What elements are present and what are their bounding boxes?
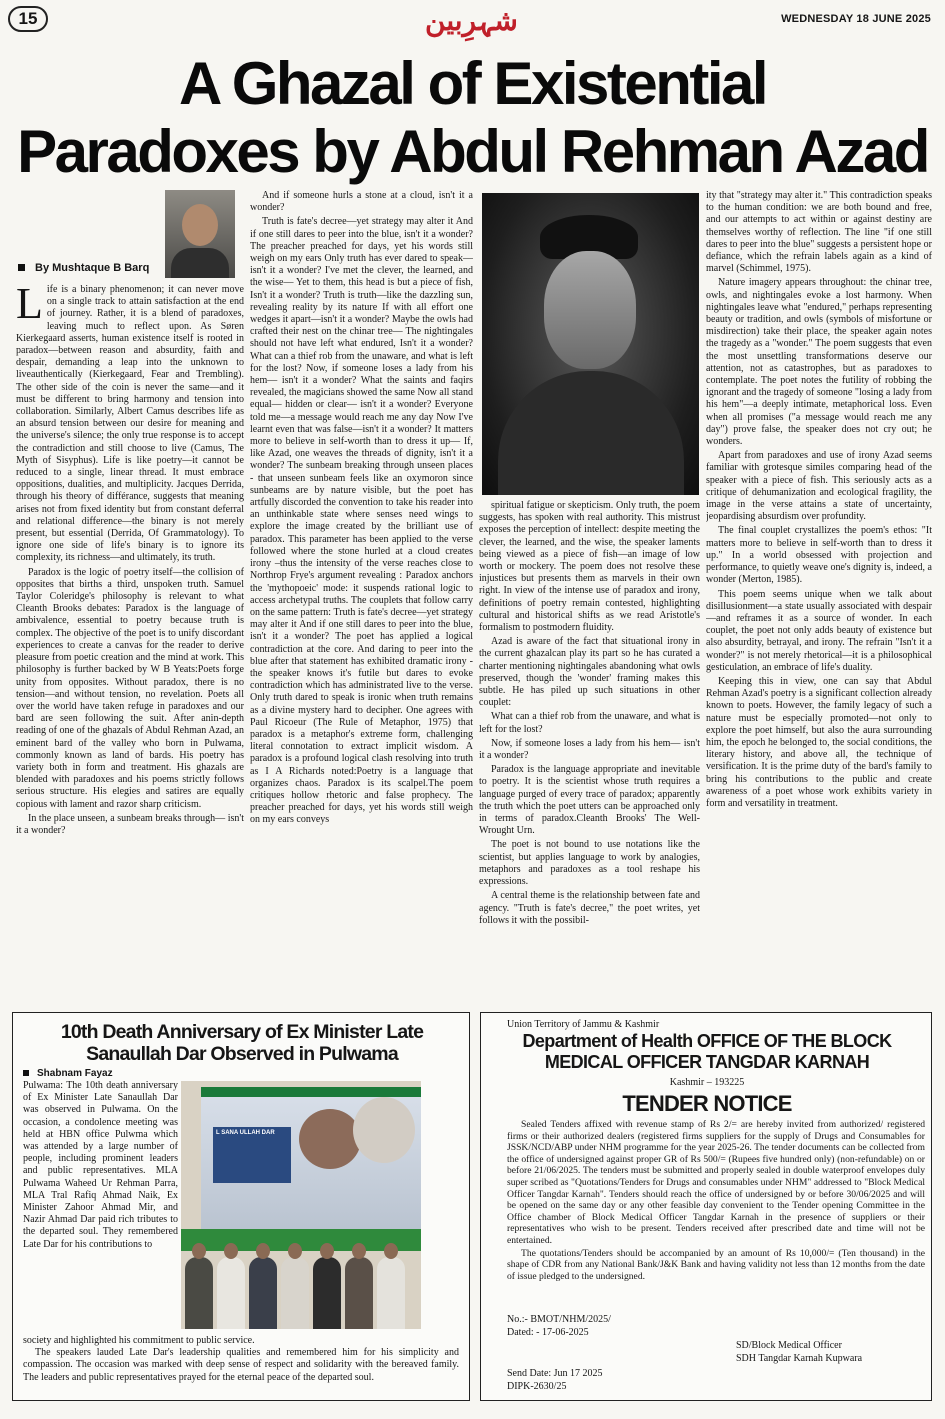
tender-reference [507,1313,611,1339]
news-body-left: Pulwama: The 10th death anniversary of Ex Minister Late Sanaullah Dar was observed in Pulwama. On the occasion, a condolence meeting was held at HBN office Pulwma which was attended by a large number of people, including prominent leaders and public representatives. MLA Pulwama Waheed Ur Rehman Parra, MLA Tral Rafiq Ahmad Naik, Ex Minister Zahoor Ahmad Mir, and Nazir Ahmad Dar paid rich tributes to the departed soul. They remembered Late Dar for his contributions to [23,1080,178,1250]
paragraph: ity that "strategy may alter it." This contradiction speaks to the human condition: we are both bound and free, and our attempts to act within or against destiny are themselves worthy of reflection. The line "if one still dares to peer into the blue" suggests a persistent hope or defiance, which the refrain labels again as a kind of marvel (Schimmel, 1975). [706,190,932,275]
attendee [249,1257,277,1329]
attendee [377,1257,405,1329]
tender-signature [736,1339,862,1365]
paragraph: Paradox is the logic of poetry itself—the collision of opposites that births a third, unspoken truth. Samuel Taylor Coleridge's philosophy is relevant to what Cleanth Brooks debates: Paradox is the language of ambivalence, essential to poetry because truth is complex. The objective of the poet is to unify discordant experiences to create a canvas for the reader to derive pleasure from poetic creation and the mind at work. This philosophy is further backed by W B Yeats:Poets forge unity from opposites. Without paradox, there is no tension—and without tension, no revelation. Poets all over the world have taken refuge in paradoxes and our bard are seen following the suit. After anin-depth reading of one of the ghazals of Abdul Rehman Azad, an eminent bard of the valley who born in Pulwama, commonly known as land of bards. His poetry has variety both in form and treatment. His ghazals are blended with paradoxes and his poems strictly follows serious structure. His elegies and satires are equally copious with lament and razor sharp criticism. [16,566,244,810]
news-byline: Shabnam Fayaz [23,1068,113,1079]
paragraph: Now, if someone loses a lady from his hem— isn't it a wonder? [479,737,700,762]
paragraph: Life is a binary phenomenon; it can never move on a single track to attain satisfaction at the end of journey. Rather, it is a blend of paradoxes, leaving much to reflect upon. As Søren Kierkegaard asserts, human existence itself is rooted in paradox—between reason and absurdity, faith and despair, demanding a leap into the unknown to liveauthentically (Kierkegaard, Fear and Trembling). The other side of the coin is never the same—and it must be different to bring harmony and tension into collaboration. Similarly, Albert Camus describes life as an absurd tension between our desire for meaning and the universe's silence; the only true response is to accept the contradiction and still choose to live (Camus, The Myth of Sisyphus). Life is like poetry—it cannot be reduced to a single, linear thread. It must embrace oppositions, dualities, and multiplicity. Jacques Derrida, through his theory of différance, suggests that meaning arises not from fixed identity but from constant deferral and relational difference—the binary is not merely present, but essential (Derrida, Of Grammatology). To ignore one side of life's binary is to ignore its complexity, its richness—and ultimately, its truth. [16,284,244,564]
paragraph: The speakers lauded Late Dar's leadership qualities and remembered him for his simplicity and compassion. The occasion was marked with deep sense of respect and solidarity with the bereaved family. The leaders and public representatives prayed for the eternal peace of the departed soul. [23,1347,459,1383]
poet-portrait [482,193,699,495]
headline-line-2: Paradoxes by Abdul Rehman Azad [17,118,928,185]
paragraph: Sealed Tenders affixed with revenue stamp of Rs 2/= are hereby invited from authorized/ registered firms or their authorized dealers (registered firms suppliers for the supply of Drugs and Consumables for JSSK/NCD/ABP under NHM programme for the year 2025-26. The tender documents can be collected from the office of undersigned against proper GR of Rs 500/= (Rupees five hundred only) (non-refundable) on or before 21/06/2025. The tenders must be submitted and properly sealed in double waterproof envelopes duly super scribed as "Quotations/Tenders for Drugs and consumables under NHM" addressed to "Block Medical Officer Tangdar Karnah". Tenders should reach the office of undersigned by or before 30/06/2025 and will be opened on the same day or any other feasible day convenient to the Tender opening Committee in the Office chamber of Block Medical Officer Tangdar Karnah in the presence of suppliers or their representatives who wish to be present. Tenders received after prescribed date and time will not be entertained. [507,1119,925,1246]
article-column-1 [16,284,244,1012]
paragraph: Truth is fate's decree—yet strategy may alter it And if one still dares to peer into the blue, isn't it a wonder? The preacher preached for days, yet his words still weigh on my ears Only truth has ever dared to speak— isn't it a wonder? I've met the clever, the learned, and the wise— Yet to them, this head is but a piece of fish, Isn't it a wonder? Truth is truth—like the dazzling sun, revealing reality by its nature If with all effort one wedges it apart—isn't it a wonder? Maybe the owls had crafted their nest on the chinar tree— The nightingales should not have left what endured, Isn't it a wonder? What can a thief rob from the unaware, and what is left for the lost? Now, if someone loses a lady from his hem— isn't it a wonder? What the saints and faqirs revealed, the magicians showed the same Now all stand equal— hidden or clear— isn't it a wonder? Everyone told me—a message would reach me any day Now I've learnt even that was false—isn't it a wonder? It matters more to believe in self-worth than to dress it up— If, like Azad, one weaves the threads of dignity, isn't it a wonder? The sunbeam breaking through unseen places - that unseen sunbeam feels like an oxymoron since sunbeams are by nature visible, but the poet has artfully discorded the convention to take his reader into an unthinkable state where senses need wings to explore the image created by the brilliant use of paradox. This parameter has been applied to the verse followed where the stone hurled at a cloud creates irony –thus the intensity of the verse reaches close to Northrop Frye's argument revealing : Paradox anchors the 'mythopoeic' mode: it suspends rational logic to access archetypal truths. The couplets that follow carry on the same pattern: Truth is fate's decree—yet strategy may alter it And if one still dares to peer into the blue, isn't it a wonder? The poet has applied a logical contradiction at the core. And daring to peer into the blue after that statement has exhibited dramatic irony - the speaker knows it's futile but dares to evoke contradiction which has administrated live to the verse. Only truth dared to speak is ironic when truth remains as a divine mystery hard to decipher. One agrees with Paul Ricoeur (The Rule of Metaphor, 1975) that paradox is a metaphor's extreme form, challenging literal connotation to extract implicit wisdom. A paradox is a profound logical clash resolving into truth as I A Richards noted:Poetry is a language that organizes chaos. Paradox is its scalpel.The poem critiques hollow rhetoric and false prophecy. The preacher preached for days, yet his words still weigh on my ears conveys [250,216,473,826]
author-photo [165,190,235,278]
attendee [281,1257,309,1329]
paragraph: Apart from paradoxes and use of irony Azad seems familiar with grotesque similes comparing head of the speaker with a piece of fish. This seriously acts as a critique of dehumanization and ecological fragility, the image in the verse attains a state of uncertainty, jeopardising absurdism over profundity. [706,450,932,523]
drop-cap-l: L [16,284,43,328]
paragraph: What can a thief rob from the unaware, and what is left for the lost? [479,711,700,735]
article-column-3 [479,500,700,1012]
attendee [217,1257,245,1329]
paragraph: The final couplet crystallizes the poem's ethos: "It matters more to believe in self-worth than to dress it up." In a world obsessed with projection and performance, to quietly weave one's dignity is, indeed, a wonder (Merton, 1985). [706,525,932,586]
tender-body [507,1119,925,1283]
paragraph: A central theme is the relationship between fate and agency. "Truth is fate's decree," the poet writes, yet follows it with the possibil- [479,890,700,926]
tender-location: Kashmir – 193225 [669,1077,745,1088]
paragraph: The poet is not bound to use notations like the scientist, but applies language to work by analogies, metaphors and paradoxes as a tool reshape his expressions. [479,839,700,888]
byline-text: By Mushtaque B Barq [35,262,150,274]
bullet-square-icon [23,1070,29,1076]
bullet-square-icon [18,264,25,271]
banner-text-panel [213,1127,291,1183]
author-head [182,204,218,246]
attendee [313,1257,341,1329]
issue-date: WEDNESDAY 18 JUNE 2025 [781,13,931,25]
paragraph: The quotations/Tenders should be accompanied by an amount of Rs 10,000/= (Ten thousand) in the shape of CDR from any National Bank/J&K Bank and having validity not less than 12 months from the date of issue pledged to the undersigned. [507,1247,925,1282]
paragraph: society and highlighted his commitment to public service. [23,1335,255,1346]
news-headline-line-2: Sanaullah Dar Observed in Pulwama [86,1043,398,1065]
attendee [185,1257,213,1329]
article-byline [18,262,149,274]
tender-dated: Dated: - 17-06-2025 [507,1327,589,1338]
newspaper-logo: شہرِبین [425,4,518,37]
news-headline [13,1021,471,1065]
signatory-office: SDH Tangdar Karnah Kupwara [736,1353,863,1364]
article-headline [0,50,945,186]
send-date: Send Date: Jun 17 2025 [507,1368,603,1379]
paragraph: This poem seems unique when we talk about disillusionment—a state usually associated with despair—and reframes it as a source of wonder. In each couplet, the poet not only adds beauty of existence but also absurdity, betrayal, and irony. The refrain "Isn't it a wonder?" is not merely rhetorical—it is a philosophical gesticulation, an embrace of life's duality. [706,588,932,673]
tender-department-line-1: Department of Health OFFICE OF THE BLOCK [522,1031,892,1051]
dipk-number: DIPK-2630/25 [507,1381,567,1392]
page-number: 15 [8,6,48,32]
paragraph: Paradox is the language appropriate and inevitable to poetry. It is the scientist whose truth requires a language purged of every trace of paradox; apparently the truth which the poet utters can be approached only in terms of paradox.Cleanth Brooks' The Well-Wrought Urn. [479,764,700,837]
news-body-bottom [23,1335,459,1384]
tender-notice-title: TENDER NOTICE [622,1091,792,1116]
attendees-group [181,1241,421,1329]
tender-department [481,1031,933,1073]
memorial-banner [201,1087,421,1237]
author-shirt [171,248,229,278]
paragraph: Keeping this in view, one can say that Abdul Rehman Azad's poetry is a significant collection already known to poets. However, the family legacy of such a nature must be especially promoted—not only to explore the poet himself, but also the aura surrounding him, the epoch he belonged to, the social conditions, the literary history, and above all, the technique of versification. It is the prime duty of the bard's family to bring his contributions to the public and create awareness of a poet whose work exhibits variety in form and versatility in treatment. [706,675,932,809]
tender-notice-box [480,1012,932,1401]
banner-caption: L SANA ULLAH DAR [216,1130,275,1136]
masthead [0,0,945,44]
paragraph: Nature imagery appears throughout: the chinar tree, owls, and nightingales evoke a lost harmony. When nightingales leave what "endured," perhaps representing beauty or tradition, and owls (symbols of misfortune or misdirection) take their place, the speaker again notes the tragedy as a "wonder." The poem suggests that even the most unsettling transformations deserve our attention, not as catastrophes, but as paradoxes to contemplate. The poet notes the futility of robbing the ignorant and the tragedy of someone "losing a lady from his hem"—a deeply intimate, metaphorical loss. Even when all promises ("a message would reach me any day") prove false, the speaker does not cry out; he wonders. [706,277,932,448]
paragraph: And if someone hurls a stone at a cloud, isn't it a wonder? [250,190,473,214]
paragraph: Azad is aware of the fact that situational irony in the current ghazalcan play its part so he has curated a charter mentioning nightingales abandoning what owls preserved, though the 'wonder' framing makes this subtle. He has piled up such situations in other couplet: [479,636,700,709]
attendee [345,1257,373,1329]
article-column-4 [706,190,932,1012]
tender-number: No.:- BMOT/NHM/2025/ [507,1314,611,1325]
paragraph: spiritual fatigue or skepticism. Only truth, the poem suggests, has spoken with real authority. This mistrust exposes the perception of intellect: despite meeting the clever, the learned, and the wise, the speaker laments being viewed as a piece of fish—an image of low worth or mockery. The poem does not resolve these injustices but presents them as marvels in their own right. In view of the intense use of paradox and irony, definitions of poetry remain contested, highlighting cultural and historical shifts as we read Aristotle's formalism to postmodern fluidity. [479,500,700,634]
banner-portrait-1 [299,1109,361,1169]
paragraph: In the place unseen, a sunbeam breaks through— isn't it a wonder? [16,812,244,836]
banner-portrait-2 [353,1097,415,1163]
tender-ut: Union Territory of Jammu & Kashmir [507,1019,660,1030]
tender-department-line-2: MEDICAL OFFICER TANGDAR KARNAH [544,1052,870,1072]
portrait-face [544,251,636,369]
banner-stripe [201,1087,421,1097]
article-column-2 [250,190,473,1012]
signatory-title: SD/Block Medical Officer [736,1340,842,1351]
condolence-meeting-photo [181,1081,421,1329]
headline-line-1: A Ghazal of Existential [178,50,767,117]
news-story-box [12,1012,470,1401]
portrait-coat [498,371,684,495]
news-headline-line-1: 10th Death Anniversary of Ex Minister Late [60,1021,424,1043]
tender-dispatch [507,1367,603,1393]
